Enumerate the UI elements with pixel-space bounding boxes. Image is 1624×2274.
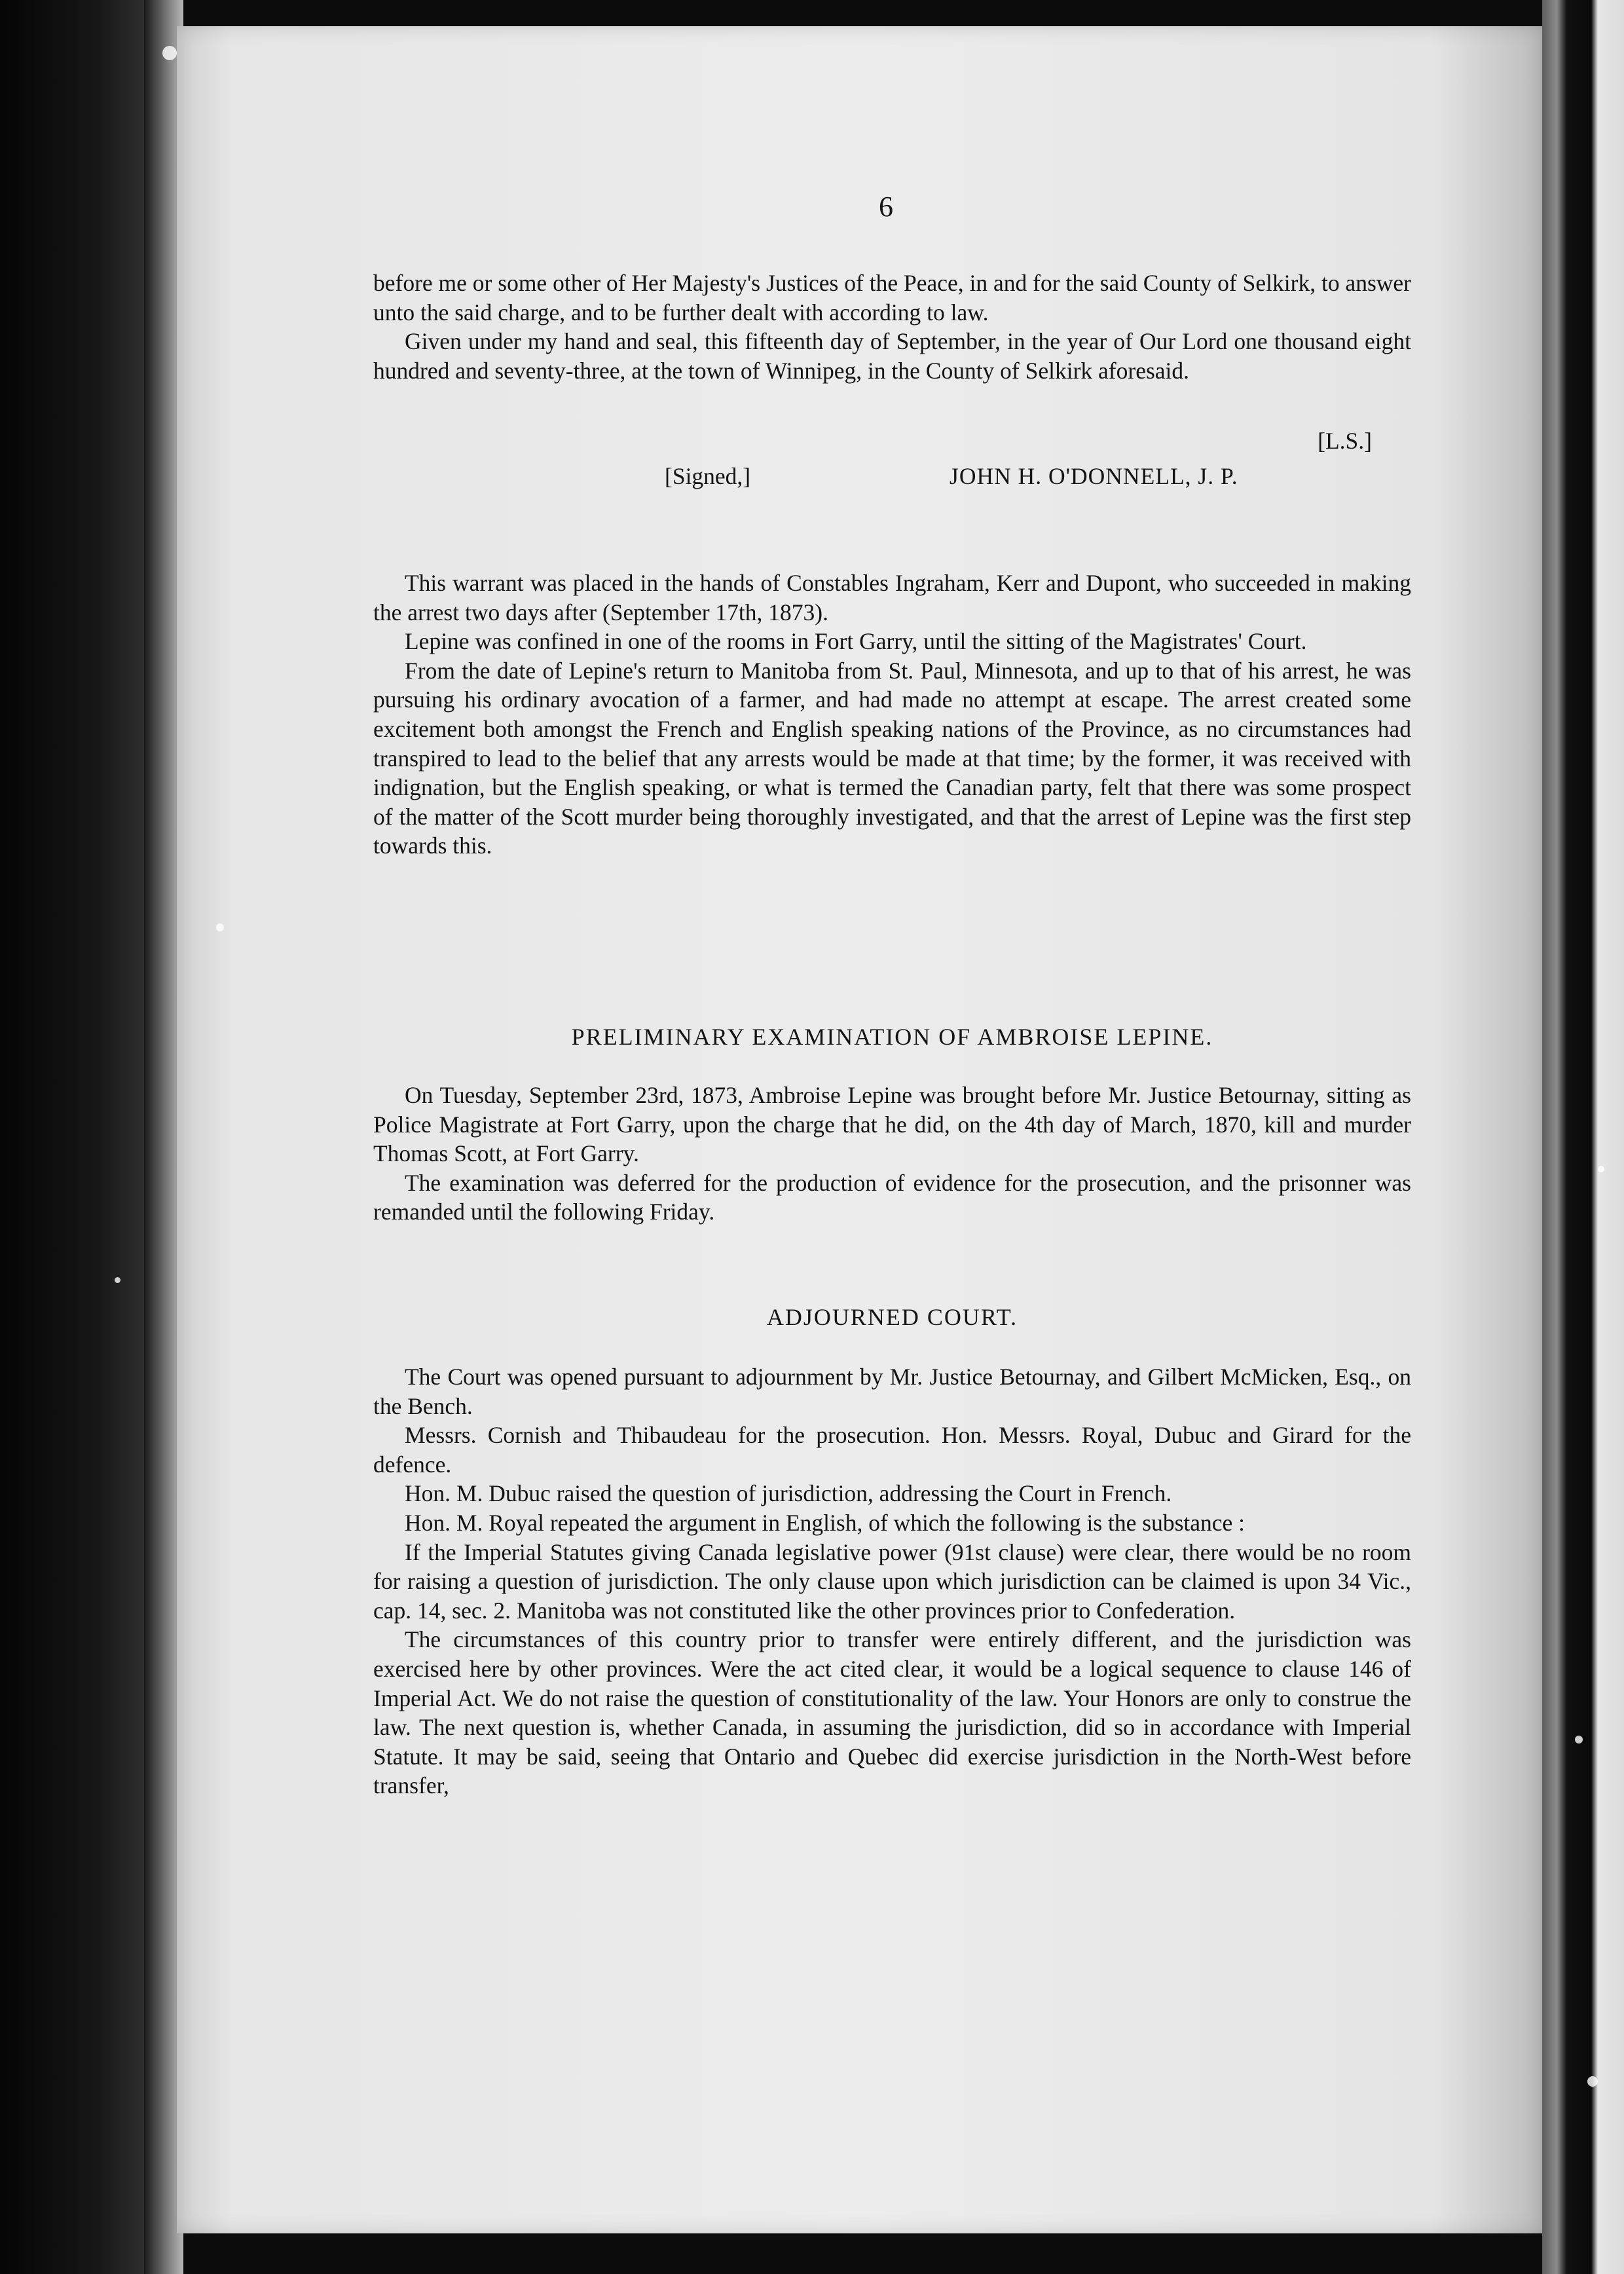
adjourned-text (373, 1362, 1411, 1800)
adjourned-paragraph: Messrs. Cornish and Thibaudeau for the prosecution. Hon. Messrs. Royal, Dubuc and Girard for the defence. (373, 1422, 1411, 1478)
section-heading-preliminary: PRELIMINARY EXAMINATION OF AMBROISE LEPINE. (571, 1024, 1213, 1050)
seal-mark: [L.S.] (1318, 428, 1372, 454)
adjourned-paragraph: The circumstances of this country prior to transfer were entirely different, and the jurisdiction was exercised here by other provinces. Were the act cited clear, it would be a logical sequence to clause 146 of Imperial Act. We do not raise the question of constitutionality of the law. Your Honors are only to construe the law. The next question is, whether Canada, in assuming the jurisdiction, did so in accordance with Imperial Statute. It may be said, seeing that Ontario and Quebec did exercise jurisdiction in the North-West before transfer, (373, 1626, 1411, 1799)
page-number: 6 (879, 191, 893, 223)
scan-speck (1598, 1166, 1604, 1172)
warrant-paragraph: Given under my hand and seal, this fifteenth day of September, in the year of Our Lord one thousand eight hundred and seventy-three, at the town of Winnipeg, in the County of Selkirk aforesaid. (373, 328, 1411, 384)
arrest-paragraph: This warrant was placed in the hands of Constables Ingraham, Kerr and Dupont, who succeeded in making the arrest two days after (September 17th, 1873). (373, 570, 1411, 625)
warrant-paragraph: before me or some other of Her Majesty's Justices of the Peace, in and for the said County of Selkirk, to answer unto the said charge, and to be further dealt with according to law. (373, 270, 1411, 326)
scan-speck (216, 923, 224, 931)
scan-speck (115, 1277, 120, 1283)
preliminary-text (373, 1081, 1411, 1227)
scan-speck (162, 46, 177, 60)
signatory-name: JOHN H. O'DONNELL, J. P. (950, 463, 1238, 489)
arrest-paragraph: Lepine was confined in one of the rooms in Fort Garry, until the sitting of the Magistrates' Court. (405, 628, 1307, 655)
arrest-text (373, 568, 1411, 861)
adjourned-paragraph: Hon. M. Royal repeated the argument in English, of which the following is the substance : (405, 1509, 1246, 1536)
book-gutter (1542, 0, 1624, 2274)
section-heading-adjourned: ADJOURNED COURT. (766, 1304, 1018, 1330)
warrant-signature (373, 427, 1411, 493)
arrest-paragraph: From the date of Lepine's return to Manitoba from St. Paul, Minnesota, and up to that of his arrest, he was pursuing his ordinary avocation of a farmer, and had made no attempt at escape. The arrest created some excitement both amongst the French and English speaking nations of the Province, as no circumstances had transpired to lead to the belief that any arrests would be made at that time; by the former, it was received with indignation, but the English speaking, or what is termed the Canadian party, felt that there was some prospect of the matter of the Scott murder being thoroughly investigated, and that the arrest of Lepine was the first step towards this. (373, 657, 1411, 859)
preliminary-paragraph: The examination was deferred for the production of evidence for the prosecution, and the prisonner was remanded until the following Friday. (373, 1169, 1411, 1225)
preliminary-paragraph: On Tuesday, September 23rd, 1873, Ambroise Lepine was brought before Mr. Justice Betournay, sitting as Police Magistrate at Fort Garry, upon the charge that he did, on the 4th day of March, 1870, kill and murder Thomas Scott, at Fort Garry. (373, 1082, 1411, 1167)
adjourned-paragraph: If the Imperial Statutes giving Canada legislative power (91st clause) were clear, there would be no room for raising a question of jurisdiction. The only clause upon which jurisdiction can be claimed is upon 34 Vic., cap. 14, sec. 2. Manitoba was not constituted like the other provinces prior to Confederation. (373, 1538, 1411, 1624)
warrant-text (373, 269, 1411, 385)
signed-label: [Signed,] (665, 463, 751, 489)
scan-speck (1575, 1736, 1583, 1743)
adjourned-paragraph: The Court was opened pursuant to adjournment by Mr. Justice Betournay, and Gilbert McMicken, Esq., on the Bench. (373, 1364, 1411, 1419)
adjourned-paragraph: Hon. M. Dubuc raised the question of jurisdiction, addressing the Court in French. (405, 1480, 1172, 1507)
scan-speck (1587, 2076, 1598, 2087)
